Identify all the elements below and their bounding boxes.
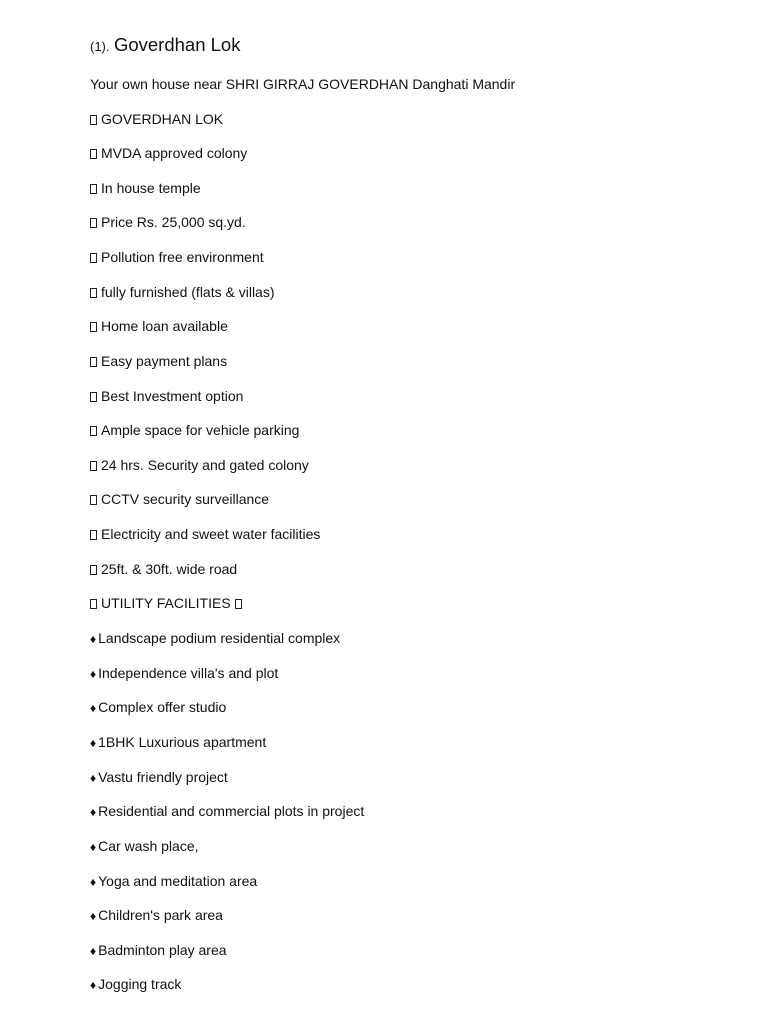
utility-label: Badminton play area — [98, 942, 227, 958]
missing-glyph-icon — [90, 184, 97, 194]
feature-item — [90, 178, 201, 198]
feature-label: Price Rs. 25,000 sq.yd. — [101, 214, 246, 230]
feature-item — [90, 386, 243, 406]
intro-label: Your own house near SHRI GIRRAJ GOVERDHAN Danghati Mandir — [90, 76, 516, 92]
missing-glyph-icon — [90, 426, 97, 436]
utility-label: Jogging track — [98, 976, 182, 992]
utility-item — [90, 697, 226, 717]
diamond-bullet-icon: ♦ — [90, 875, 97, 889]
utility-heading — [90, 593, 242, 613]
diamond-bullet-icon: ♦ — [90, 978, 97, 992]
diamond-bullet-icon: ♦ — [90, 667, 97, 681]
diamond-bullet-icon: ♦ — [90, 805, 97, 819]
diamond-bullet-icon: ♦ — [90, 736, 97, 750]
missing-glyph-icon — [90, 565, 97, 575]
missing-glyph-icon — [90, 288, 97, 298]
feature-label: Ample space for vehicle parking — [101, 422, 300, 438]
diamond-bullet-icon: ♦ — [90, 771, 97, 785]
utility-label: Yoga and meditation area — [98, 873, 258, 889]
missing-glyph-icon — [235, 599, 242, 609]
utility-label: Car wash place, — [98, 838, 199, 854]
feature-label: Best Investment option — [101, 388, 244, 404]
utility-item — [90, 871, 257, 891]
utility-item — [90, 732, 266, 752]
utility-label: Vastu friendly project — [98, 769, 228, 785]
missing-glyph-icon — [90, 322, 97, 332]
feature-item — [90, 212, 246, 232]
feature-label: Easy payment plans — [101, 353, 228, 369]
intro-text — [90, 74, 515, 94]
feature-label: MVDA approved colony — [101, 145, 248, 161]
feature-label: Electricity and sweet water facilities — [101, 526, 321, 542]
diamond-bullet-icon: ♦ — [90, 909, 97, 923]
utility-label: Children's park area — [98, 907, 223, 923]
heading-number: (1). — [90, 39, 110, 54]
missing-glyph-icon — [90, 461, 97, 471]
utility-label: Complex offer studio — [98, 699, 227, 715]
utility-item — [90, 905, 223, 925]
utility-item — [90, 836, 199, 856]
feature-item — [90, 351, 227, 371]
feature-item — [90, 109, 223, 129]
missing-glyph-icon — [90, 149, 97, 159]
page-title: Goverdhan Lok — [113, 34, 241, 55]
feature-item — [90, 489, 269, 509]
feature-label: 24 hrs. Security and gated colony — [101, 457, 309, 473]
utility-item — [90, 801, 364, 821]
heading — [90, 34, 240, 56]
utility-item — [90, 974, 181, 994]
diamond-bullet-icon: ♦ — [90, 840, 97, 854]
feature-label: GOVERDHAN LOK — [101, 111, 224, 127]
feature-label: Pollution free environment — [101, 249, 264, 265]
utility-item — [90, 940, 227, 960]
missing-glyph-icon — [90, 530, 97, 540]
missing-glyph-icon — [90, 495, 97, 505]
missing-glyph-icon — [90, 599, 97, 609]
utility-label: Landscape podium residential complex — [98, 630, 341, 646]
feature-item — [90, 316, 228, 336]
utility-heading-label: UTILITY FACILITIES — [101, 595, 231, 611]
utility-label: 1BHK Luxurious apartment — [98, 734, 267, 750]
diamond-bullet-icon: ♦ — [90, 944, 97, 958]
feature-label: 25ft. & 30ft. wide road — [101, 561, 238, 577]
diamond-bullet-icon: ♦ — [90, 632, 97, 646]
feature-item — [90, 247, 264, 267]
feature-label: CCTV security surveillance — [101, 491, 270, 507]
feature-item — [90, 282, 275, 302]
missing-glyph-icon — [90, 218, 97, 228]
utility-item — [90, 663, 278, 683]
feature-label: fully furnished (flats & villas) — [101, 284, 275, 300]
utility-item — [90, 767, 228, 787]
feature-label: In house temple — [101, 180, 201, 196]
feature-item — [90, 524, 320, 544]
feature-item — [90, 143, 247, 163]
missing-glyph-icon — [90, 115, 97, 125]
feature-item — [90, 559, 237, 579]
utility-item — [90, 628, 340, 648]
utility-label: Residential and commercial plots in project — [98, 803, 365, 819]
missing-glyph-icon — [90, 357, 97, 367]
feature-item — [90, 455, 309, 475]
feature-label: Home loan available — [101, 318, 228, 334]
utility-label: Independence villa's and plot — [98, 665, 279, 681]
missing-glyph-icon — [90, 392, 97, 402]
diamond-bullet-icon: ♦ — [90, 701, 97, 715]
missing-glyph-icon — [90, 253, 97, 263]
feature-item — [90, 420, 299, 440]
